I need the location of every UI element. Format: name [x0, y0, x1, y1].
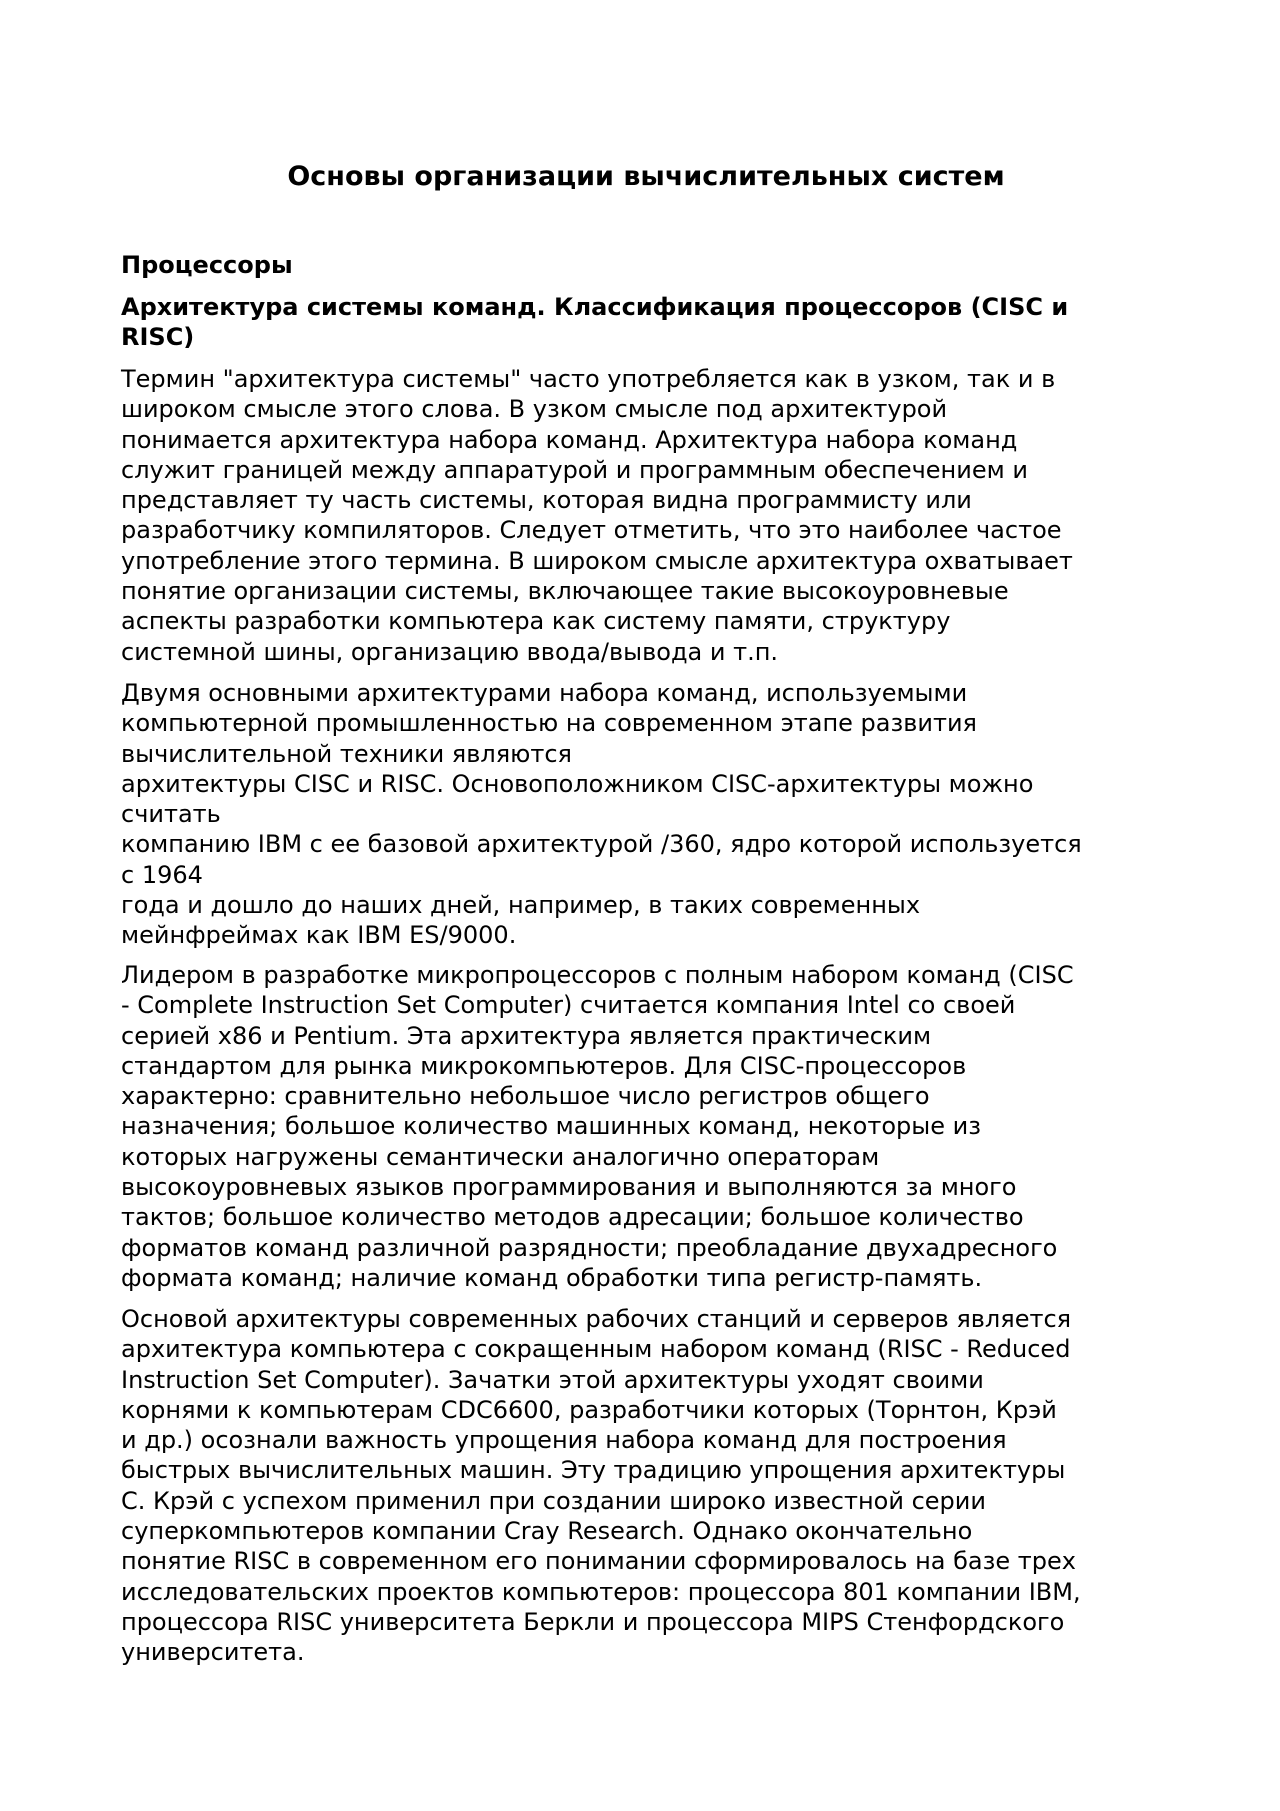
text-line: серией x86 и Pentium. Эта архитектура является практическим — [121, 1021, 932, 1050]
text-line: употребление этого термина. В широком смысле архитектура охватывает — [121, 546, 1073, 575]
text-line: понятие организации системы, включающее такие высокоуровневые — [121, 577, 1009, 606]
subsection-heading-isa — [121, 292, 1171, 352]
text-line: Термин "архитектура системы" часто употребляется как в узком, так и в — [121, 365, 1056, 393]
text-line: формата команд; наличие команд обработки типа регистр-память. — [121, 1263, 983, 1292]
text-line: исследовательских проектов компьютеров: процессора 801 компании IBM, — [121, 1577, 1081, 1606]
text-line: считать — [121, 800, 221, 829]
text-line: архитектуры CISC и RISC. Основоположником CISC-архитектуры можно — [121, 769, 1034, 798]
paragraph-risc-description — [121, 1304, 1171, 1668]
text-line: архитектура компьютера с сокращенным набором команд (RISC - Reduced — [121, 1335, 1071, 1364]
text-line: представляет ту часть системы, которая видна программисту или — [121, 486, 972, 515]
text-line: университета. — [121, 1638, 305, 1667]
text-line: понимается архитектура набора команд. Архитектура набора команд — [121, 425, 1018, 454]
text-line: процессора RISC университета Беркли и процессора MIPS Стенфордского — [121, 1607, 1065, 1636]
subsection-heading-line: RISC) — [121, 323, 195, 351]
text-line: широком смысле этого слова. В узком смысле под архитектурой — [121, 395, 948, 424]
text-line: корнями к компьютерам CDC6600, разработчики которых (Торнтон, Крэй — [121, 1395, 1057, 1424]
text-line: вычислительной техники являются — [121, 739, 572, 768]
text-line: - Complete Instruction Set Computer) считается компания Intel со своей — [121, 991, 1016, 1020]
text-line: форматов команд различной разрядности; преобладание двухадресного — [121, 1233, 1058, 1262]
paragraph-cisc-risc-intro — [121, 678, 1171, 951]
text-line: суперкомпьютеров компании Cray Research. Однако окончательно — [121, 1517, 973, 1546]
text-line: назначения; большое количество машинных команд, некоторые из — [121, 1112, 981, 1141]
text-line: Основой архитектуры современных рабочих станций и серверов является — [121, 1305, 1072, 1333]
text-line: стандартом для рынка микрокомпьютеров. Для CISC-процессоров — [121, 1051, 967, 1080]
text-line: системной шины, организацию ввода/вывода и т.п. — [121, 637, 779, 666]
text-line: года и дошло до наших дней, например, в таких современных — [121, 891, 921, 920]
text-line: понятие RISC в современном его понимании сформировалось на базе трех — [121, 1547, 1076, 1576]
text-line: Лидером в разработке микропроцессоров с полным набором команд (CISC — [121, 961, 1074, 989]
text-line: компьютерной промышленностью на современном этапе развития — [121, 709, 977, 738]
text-line: разработчику компиляторов. Следует отметить, что это наиболее частое — [121, 516, 1062, 545]
text-line: характерно: сравнительно небольшое число регистров общего — [121, 1082, 930, 1111]
section-heading-processors: Процессоры — [121, 251, 293, 279]
text-line: быстрых вычислительных машин. Эту традицию упрощения архитектуры — [121, 1456, 1066, 1485]
document-title: Основы организации вычислительных систем — [287, 161, 1005, 192]
text-line: которых нагружены семантически аналогично операторам — [121, 1142, 880, 1171]
paragraph-architecture-term — [121, 364, 1171, 667]
text-line: и др.) осознали важность упрощения набора команд для построения — [121, 1426, 1007, 1455]
text-line: аспекты разработки компьютера как систему памяти, структуру — [121, 607, 951, 636]
text-line: служит границей между аппаратурой и программным обеспечением и — [121, 455, 1028, 484]
text-line: мейнфреймах как IBM ES/9000. — [121, 921, 517, 950]
text-line: высокоуровневых языков программирования и выполняются за много — [121, 1173, 1017, 1202]
text-line: Instruction Set Computer). Зачатки этой архитектуры уходят своими — [121, 1365, 984, 1394]
text-line: Двумя основными архитектурами набора команд, используемыми — [121, 679, 968, 707]
text-line: компанию IBM с ее базовой архитектурой /360, ядро которой используется — [121, 830, 1082, 859]
text-line: С. Крэй с успехом применил при создании широко известной серии — [121, 1486, 986, 1515]
paragraph-cisc-description — [121, 960, 1171, 1293]
subsection-heading-line: Архитектура системы команд. Классификация процессоров (CISC и — [121, 293, 1069, 321]
text-line: с 1964 — [121, 860, 203, 889]
text-line: тактов; большое количество методов адресации; большое количество — [121, 1203, 1024, 1232]
